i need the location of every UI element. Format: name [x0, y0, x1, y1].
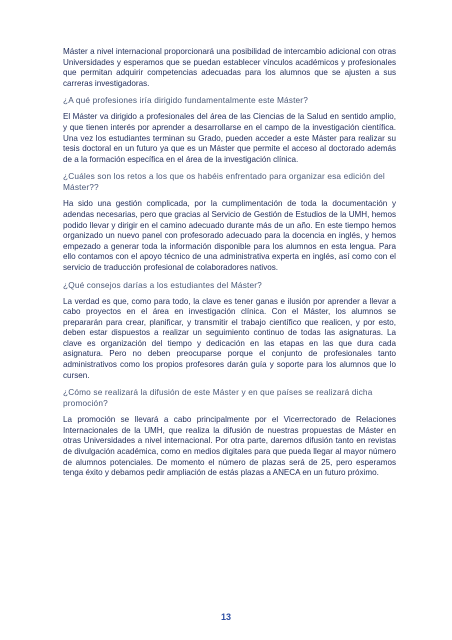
page-number: 13 — [220, 612, 231, 622]
answer-professions: El Máster va dirigido a profesionales del área de las Ciencias de la Salud en sentido amplio, y que tienen interés por aprender a desarrollarse en el campo de la investigación científica. Una vez los estudiantes terminan su Grado, pueden acceder a este Máster para realizar su tesis doctoral en un futuro ya que es un Máster que permite el acceso al doctorado además de a la formación específica en el área de la investigación clínica. — [63, 112, 396, 164]
answer-advice: La verdad es que, como para todo, la clave es tener ganas e ilusión por aprender a llevar a cabo proyectos en el área en investigación clínica. Con el Máster, los alumnos se prepararán para crear, planificar, y transmitir el trabajo científico que realicen, y por esto, deben estar dispuestos a realizar un seguimiento continuo de todas las asignaturas. La clave es organización del tiempo y dedicación en las etapas en las que dura cada asignatura. Pero no deben preocuparse porque el conjunto de profesionales tanto administrativos como los propios profesores darán guía y soporte para los alumnos que lo cursen. — [63, 296, 396, 380]
answer-challenges: Ha sido una gestión complicada, por la cumplimentación de toda la documentación y adendas necesarias, pero que gracias al Servicio de Gestión de Estudios de la UMH, hemos podido llevar y dirigir en el camino adecuado durante más de un año. En este tiempo hemos organizado un nuevo panel con profesorado adecuado para la docencia en inglés, y hemos empezado a generar toda la información disponible para los alumnos en esta lengua. Para ello contamos con el apoyo técnico de una administrativa experta en inglés, así como con el servicio de traducción profesional de colaboradores nativos. — [63, 199, 396, 272]
question-professions: ¿A qué profesiones iría dirigido fundamentalmente este Máster? — [63, 95, 308, 106]
question-challenges: ¿Cuáles son los retos a los que os habéis enfrentado para organizar esa edición del Máster?? — [63, 171, 385, 193]
paragraph-intro-continuation: Máster a nivel internacional proporcionará una posibilidad de intercambio adicional con otras Universidades y esperamos que se puedan establecer vínculos académicos y profesionales que permitan adquirir competencias adecuadas para los alumnos que se ajusten a sus carreras investigadoras. — [63, 47, 396, 88]
question-advice: ¿Qué consejos darías a los estudiantes del Máster? — [63, 279, 262, 290]
answer-promotion: La promoción se llevará a cabo principalmente por el Vicerrectorado de Relaciones Internacionales de la UMH, que realiza la difusión de nuestras propuestas de Máster en otras Universidades a nivel internacional. Por otra parte, daremos difusión tanto en revistas de divulgación académica, como en medios digitales para que pueda llegar al mayor número de alumnos potenciales. De momento el número de plazas será de 25, pero esperamos tenga éxito y debamos pedir ampliación de estás plazas a ANECA en un futuro próximo. — [63, 415, 396, 478]
question-promotion: ¿Cómo se realizará la difusión de este Máster y en que países se realizará dicha promoción? — [63, 387, 373, 409]
